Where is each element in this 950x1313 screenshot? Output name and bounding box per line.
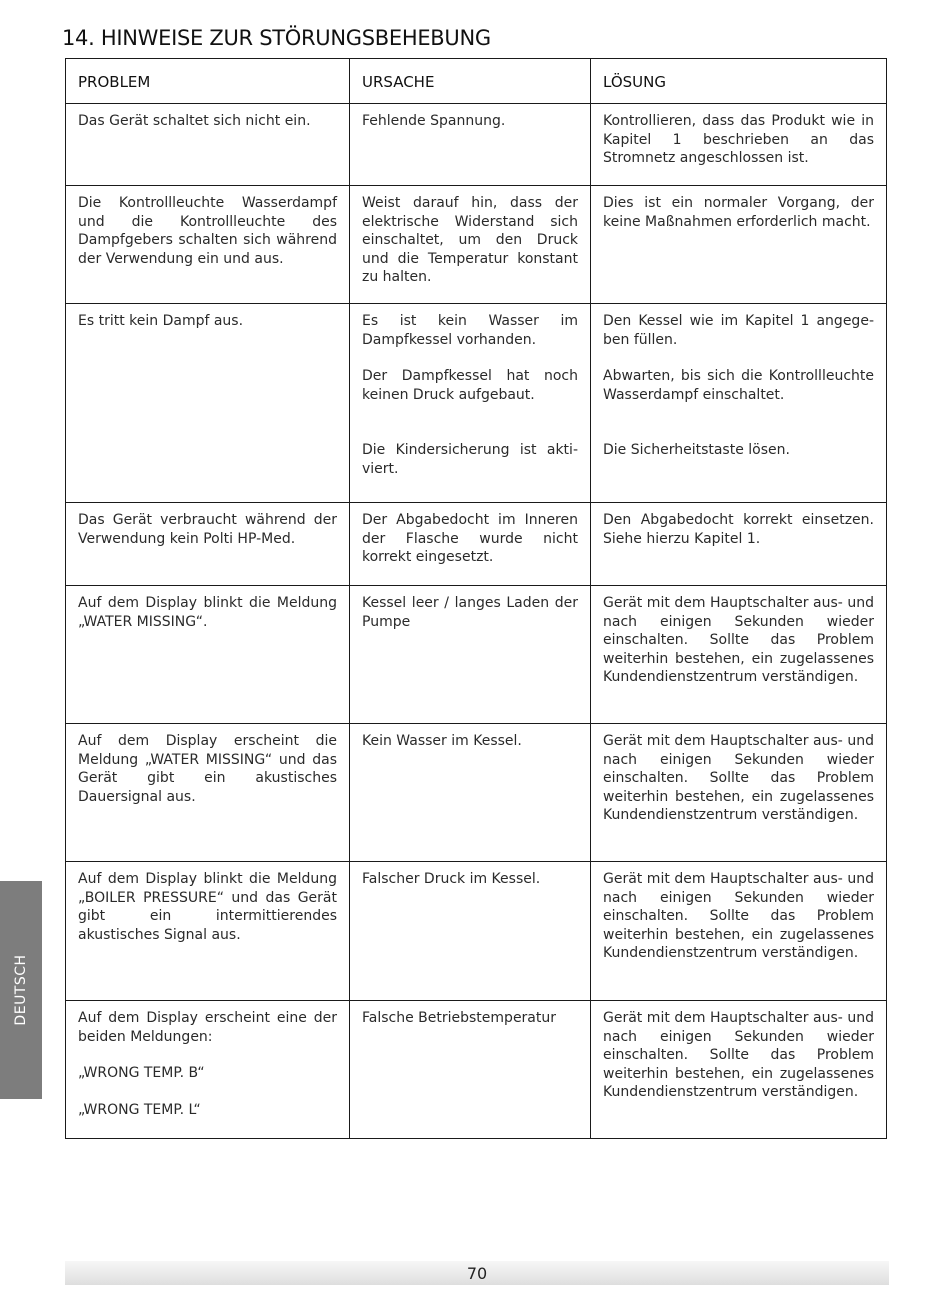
problem-text: Auf dem Display blinkt die Meldung „WATER MISSING“. [78, 595, 337, 630]
table-row [66, 1001, 887, 1139]
table-row [66, 503, 887, 586]
problem-cell [66, 304, 350, 503]
problem-text: Die Kontrollleuchte Wasserdampf und die Kontrollleuchte des Dampfgebers schalten sich während der Verwendung ein und aus. [78, 195, 337, 267]
cause-text: Falscher Druck im Kessel. [362, 871, 541, 887]
cause-cell [350, 1001, 591, 1139]
cause-cell [350, 186, 591, 304]
problem-text: Es tritt kein Dampf aus. [78, 313, 244, 329]
cause-text: Fehlende Spannung. [362, 113, 506, 129]
troubleshooting-table [65, 58, 887, 1139]
solution-cell [591, 586, 887, 724]
problem-text: „WRONG TEMP. B“ [78, 1065, 205, 1081]
problem-text: Das Gerät schaltet sich nicht ein. [78, 113, 311, 129]
cause-text: Kessel leer / langes Laden der Pumpe [362, 595, 578, 630]
problem-cell [66, 1001, 350, 1139]
solution-text: Kontrollieren, dass das Produkt wie in Kapitel 1 beschrieben an das Stromnetz angeschlossen ist. [603, 113, 874, 166]
solution-text: Gerät mit dem Hauptschalter aus- und nach einigen Sekunden wieder einschalten. Sollte das Problem weiterhin bestehen, ein zugelassenes Kundendienstzentrum verständigen. [603, 871, 874, 961]
table-row [66, 862, 887, 1001]
cause-text: Die Kindersicherung ist aktiviert. [362, 442, 578, 477]
solution-text: Den Kessel wie im Kapitel 1 angegeben füllen. [603, 313, 874, 348]
solution-text: Gerät mit dem Hauptschalter aus- und nach einigen Sekunden wieder einschalten. Sollte das Problem weiterhin bestehen, ein zugelassenes Kundendienstzentrum verständigen. [603, 1010, 874, 1100]
solution-text: Die Sicherheitstaste lösen. [603, 442, 790, 458]
cause-text: Der Dampfkessel hat noch keinen Druck aufgebaut. [362, 368, 578, 403]
solution-cell [591, 304, 887, 503]
problem-cell [66, 503, 350, 586]
table-row [66, 586, 887, 724]
solution-text: Abwarten, bis sich die Kontrollleuchte Wasserdampf einschaltet. [603, 368, 874, 403]
page-title: 14. HINWEISE ZUR STÖRUNGSBEHEBUNG [62, 26, 491, 50]
problem-cell [66, 862, 350, 1001]
problem-cell [66, 104, 350, 186]
table-header-row [66, 59, 887, 104]
side-tab-label: DEUTSCH [13, 954, 29, 1026]
cause-cell [350, 503, 591, 586]
problem-cell [66, 186, 350, 304]
problem-text: Auf dem Display erscheint eine der beiden Meldungen: [78, 1010, 337, 1045]
solution-text: Dies ist ein normaler Vorgang, der keine Maßnahmen erforderlich macht. [603, 195, 874, 230]
cause-text: Kein Wasser im Kessel. [362, 733, 522, 749]
table-row [66, 186, 887, 304]
solution-text: Den Abgabedocht korrekt einsetzen. Siehe hierzu Kapitel 1. [603, 512, 874, 547]
table-row [66, 724, 887, 862]
solution-text: Gerät mit dem Hauptschalter aus- und nach einigen Sekunden wieder einschalten. Sollte das Problem weiterhin bestehen, ein zugelassenes Kundendienstzentrum verständigen. [603, 733, 874, 823]
cause-text: Falsche Betriebstemperatur [362, 1010, 557, 1026]
solution-cell [591, 862, 887, 1001]
header-solution: LÖSUNG [591, 59, 887, 104]
solution-cell [591, 503, 887, 586]
cause-cell [350, 304, 591, 503]
problem-text: „WRONG TEMP. L“ [78, 1101, 201, 1118]
header-problem: PROBLEM [66, 59, 350, 104]
problem-text: Auf dem Display blinkt die Meldung „BOILER PRESSURE“ und das Gerät gibt ein intermittierendes akustisches Signal aus. [78, 871, 337, 943]
cause-cell [350, 104, 591, 186]
table-row [66, 304, 887, 503]
problem-cell [66, 724, 350, 862]
solution-cell [591, 1001, 887, 1139]
footer-bar [65, 1261, 889, 1285]
language-side-tab [0, 881, 42, 1099]
solution-cell [591, 724, 887, 862]
page-number: 70 [466, 1264, 488, 1283]
cause-text: Der Abgabedocht im Inneren der Flasche wurde nicht korrekt eingesetzt. [362, 512, 578, 565]
problem-text: Das Gerät verbraucht während der Verwendung kein Polti HP-Med. [78, 512, 337, 547]
cause-cell [350, 862, 591, 1001]
problem-text: Auf dem Display erscheint die Meldung „WATER MISSING“ und das Gerät gibt ein akustisches Dauersignal aus. [78, 733, 337, 805]
cause-text: Es ist kein Wasser im Dampfkessel vorhanden. [362, 313, 578, 348]
cause-cell [350, 724, 591, 862]
header-cause: URSACHE [350, 59, 591, 104]
cause-text: Weist darauf hin, dass der elektrische Widerstand sich einschaltet, um den Druck und die Temperatur konstant zu halten. [362, 195, 578, 285]
cause-cell [350, 586, 591, 724]
table-row [66, 104, 887, 186]
problem-cell [66, 586, 350, 724]
solution-text: Gerät mit dem Hauptschalter aus- und nach einigen Sekunden wieder einschalten. Sollte das Problem weiterhin bestehen, ein zugelassenes Kundendienstzentrum verständigen. [603, 595, 874, 685]
solution-cell [591, 104, 887, 186]
solution-cell [591, 186, 887, 304]
